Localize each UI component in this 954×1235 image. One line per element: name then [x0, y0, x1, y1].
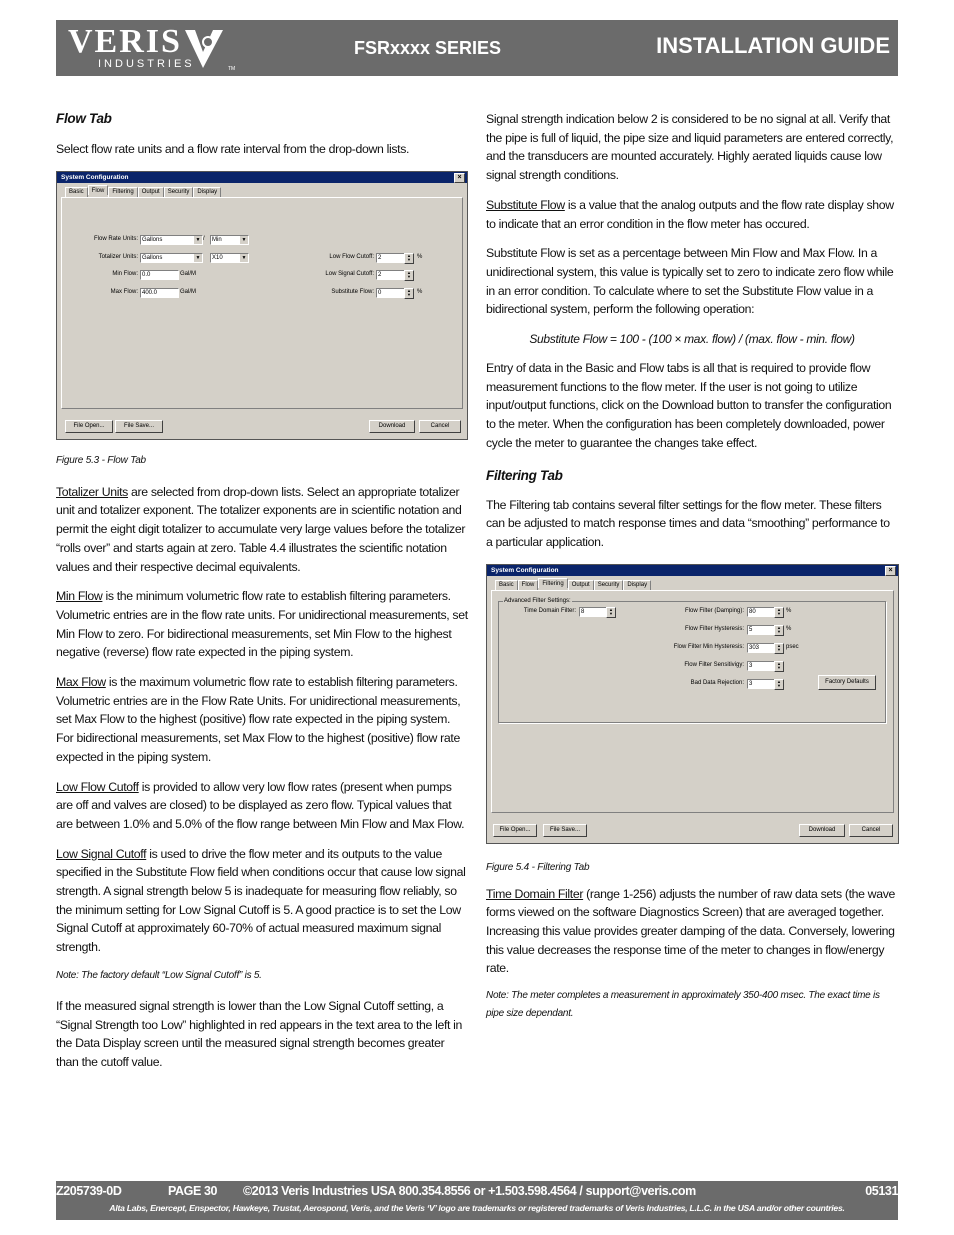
- tab-flow[interactable]: Flow: [88, 185, 109, 195]
- paragraph-text: is used to drive the flow meter and its outputs to the value specified in the Substitute Flow field when conditions occur that cause low signal strength. A signal strength below 5 is inadequate for measuring flow reliably, so the minimum setting for Low Signal Cutoff is 5. A good practice is to set the Low Signal Cutoff at approximately 60-70% of actual measured maximum signal strength.: [56, 846, 466, 955]
- group-label: Advanced Filter Settings:: [504, 597, 571, 604]
- copyright-contact: ©2013 Veris Industries USA 800.354.8556 or +1.503.598.4564 / support@veris.com: [243, 1184, 696, 1198]
- substitute-flow-input[interactable]: 0: [376, 288, 405, 298]
- psec-unit: psec: [786, 643, 799, 650]
- paragraph-text: is a value that the analog outputs and the flow rate display show to indicate that an error condition in the flow meter has occured.: [486, 197, 894, 231]
- tab-display[interactable]: Display: [193, 187, 221, 197]
- filtering-tab-heading: Filtering Tab: [486, 467, 563, 483]
- tab-display[interactable]: Display: [623, 580, 651, 590]
- flow-rate-units-value: Gallons: [142, 236, 163, 243]
- totalizer-units-value: Gallons: [142, 254, 163, 261]
- max-flow-paragraph: [56, 673, 468, 767]
- signal-strength-paragraph: Signal strength indication below 2 is considered to be no signal at all. Verify that the pipe is full of liquid, the pipe size and liquid parameters are entered correctly, and the transducers are mounted accurately. Highly aerated liquids cause low signal strength conditions.: [486, 112, 894, 183]
- flow-filter-min-hysteresis-input[interactable]: 303: [747, 643, 776, 653]
- chevron-down-icon[interactable]: ▼: [241, 254, 247, 261]
- term: Max Flow: [56, 675, 106, 690]
- low-flow-cutoff-input[interactable]: 2: [376, 253, 405, 263]
- dialog-title-bar: [487, 565, 898, 576]
- flow-interval-value: Min: [212, 236, 222, 243]
- flow-filter-sensitivity-input[interactable]: 3: [747, 661, 776, 671]
- totalizer-exponent-value: X10: [212, 254, 223, 261]
- substitute-flow-paragraph-2: Substitute Flow is set as a percentage between Min Flow and Max Flow. In a unidirectional system, this value is typically set to zero to indicate zero flow while in an error condition. To calculate where to set the Substitute Flow value in a bidirectional system, perform the following operation:: [486, 246, 894, 317]
- term: Low Signal Cutoff: [56, 846, 147, 861]
- close-icon[interactable]: ×: [454, 173, 465, 183]
- chevron-down-icon[interactable]: ▼: [195, 254, 201, 261]
- term: Min Flow: [56, 589, 103, 604]
- tab-output[interactable]: Output: [138, 187, 164, 197]
- min-flow-paragraph: [56, 587, 468, 662]
- max-flow-unit: Gal/M: [180, 288, 197, 295]
- flow-filter-damping-input[interactable]: 80: [747, 607, 776, 617]
- paragraph-text: is the maximum volumetric flow rate to establish filtering parameters. Volumetric entries are in the Flow Rate Units. For unidirectional measurements, set Max Flow to the highest (positive) flow rate expected in the piping system. For bidirectional measurements, set Max Flow to the highest (positive) flow rate expected in the piping system.: [56, 675, 461, 764]
- min-flow-label: Min Flow:: [112, 270, 138, 277]
- percent-unit: %: [786, 625, 792, 632]
- flow-rate-units-select[interactable]: [140, 235, 203, 245]
- cancel-button[interactable]: Cancel: [849, 824, 893, 837]
- low-signal-cutoff-paragraph: [56, 845, 468, 957]
- page-header: [56, 20, 898, 76]
- dialog-title: System Configuration: [491, 566, 559, 574]
- entry-paragraph: Entry of data in the Basic and Flow tabs is all that is required to provide flow measurement functions to the flow meter. If the user is not going to utilize input/output functions, click on the Download button to transfer the configuration to the meter. When the configuration has been completely downloaded, power cycle the meter to guarantee the changes take effect.: [486, 361, 892, 450]
- totalizer-exponent-select[interactable]: [210, 253, 249, 263]
- guide-title: INSTALLATION GUIDE: [656, 33, 890, 58]
- spin-arrows-icon[interactable]: ▲ ▼: [404, 253, 414, 264]
- spin-arrows-icon[interactable]: ▲ ▼: [774, 643, 784, 654]
- flow-filter-sensitivity-label: Flow Filter Sensitivigy:: [684, 661, 744, 668]
- max-flow-input[interactable]: 400.0: [140, 288, 179, 298]
- logo-wordmark: VERIS: [68, 23, 182, 60]
- spin-arrows-icon[interactable]: ▲ ▼: [606, 607, 616, 618]
- tab-strip: [495, 580, 651, 590]
- low-flow-cutoff-paragraph: [56, 778, 468, 834]
- flow-filter-hysteresis-label: Flow Filter Hysteresis:: [684, 625, 744, 632]
- min-flow-unit: Gal/M: [180, 270, 197, 277]
- percent-unit: %: [786, 607, 792, 614]
- spin-arrows-icon[interactable]: ▲ ▼: [774, 661, 784, 672]
- flow-filter-hysteresis-input[interactable]: 5: [747, 625, 776, 635]
- filtering-intro: The Filtering tab contains several filter settings for the flow meter. These filters can be adjusted to match response times and data “smoothing” performance to a particular application.: [486, 497, 890, 549]
- cancel-button[interactable]: Cancel: [419, 420, 461, 433]
- tab-filtering[interactable]: Filtering: [538, 578, 567, 588]
- flow-filter-min-hysteresis-label: Flow Filter Min Hysteresis:: [673, 643, 744, 650]
- factory-defaults-button[interactable]: Factory Defaults: [818, 675, 876, 690]
- tab-flow[interactable]: Flow: [518, 580, 539, 590]
- time-domain-filter-paragraph: [486, 885, 898, 979]
- file-open-button[interactable]: File Open...: [493, 824, 537, 837]
- chevron-down-icon[interactable]: ▼: [195, 236, 201, 243]
- tab-output[interactable]: Output: [568, 580, 594, 590]
- flow-tab-heading: Flow Tab: [56, 111, 112, 126]
- substitute-flow-label: Substitute Flow:: [331, 288, 374, 295]
- figure-caption: Figure 5.3 - Flow Tab: [56, 454, 146, 466]
- dialog-title-bar: [57, 172, 467, 183]
- page-number: PAGE 30: [168, 1184, 218, 1198]
- slash-separator: /: [203, 235, 205, 242]
- flow-config-dialog: [56, 171, 468, 440]
- figure-caption: Figure 5.4 - Filtering Tab: [486, 861, 590, 873]
- file-save-button[interactable]: File Save...: [115, 420, 163, 433]
- tab-security[interactable]: Security: [594, 580, 624, 590]
- logo-subtitle: INDUSTRIES: [98, 58, 195, 70]
- time-domain-filter-input[interactable]: 8: [579, 607, 608, 617]
- low-signal-cutoff-input[interactable]: 2: [376, 270, 405, 280]
- tab-strip: [65, 187, 221, 197]
- percent-unit: %: [417, 288, 423, 295]
- veris-logo: [68, 24, 248, 72]
- flow-rate-units-label: Flow Rate Units:: [93, 235, 138, 242]
- tab-filtering[interactable]: Filtering: [108, 187, 137, 197]
- term: Time Domain Filter: [486, 886, 584, 901]
- flow-filter-damping-label: Flow Filter (Damping):: [684, 607, 744, 614]
- dialog-title: System Configuration: [61, 173, 129, 181]
- flow-tab-panel: [61, 197, 463, 409]
- tab-basic[interactable]: Basic: [495, 580, 518, 590]
- low-signal-cutoff-label: Low Signal Cutoff:: [325, 270, 374, 277]
- trademark-notice: Alta Labs, Enercept, Enspector, Hawkeye, Trustat, Aerospond, Veris, and the Veris ‘V’ logo are trademarks or registered trademarks of Veris Industries, L.L.C. in the USA and/or other countries.: [109, 1203, 845, 1213]
- min-flow-input[interactable]: 0.0: [140, 270, 179, 280]
- paragraph-text: is the minimum volumetric flow rate to establish filtering parameters. Volumetric entries are in the flow rate units. For unidirectional measurements, set Min Flow to zero. For bidirectional measurements, set Min Flow to the highest negative (reverse) flow rate expected in the piping system.: [56, 589, 468, 660]
- paragraph-text: is provided to allow very low flow rates (present when pumps are off and valves are closed) to be displayed as zero flow. Typical values that are between 1.0% and 5.0% of the flow range between Min Flow and Max Flow.: [56, 779, 465, 831]
- chevron-down-icon[interactable]: ▼: [241, 236, 247, 243]
- left-column: [56, 110, 468, 1072]
- paragraph-text: are selected from drop-down lists. Select an appropriate totalizer unit and totalizer exponent. The totalizer exponents are in scientific notation and permit the eight digit totalizer to accumulate very large values before the totalizer “rolls over” and starts again at zero. Table 4.4 illustrates the scientific notation values and their respective decimal equivalents.: [56, 484, 466, 574]
- percent-unit: %: [417, 253, 423, 260]
- filtering-config-dialog: [486, 564, 899, 844]
- download-button[interactable]: Download: [369, 420, 415, 433]
- date-code: 05131: [865, 1184, 898, 1198]
- download-button[interactable]: Download: [799, 824, 845, 837]
- max-flow-label: Max Flow:: [110, 288, 138, 295]
- note: Note: The factory default “Low Signal Cutoff” is 5.: [56, 969, 262, 981]
- file-open-button[interactable]: File Open...: [65, 420, 113, 433]
- filtering-tab-panel: [491, 590, 894, 813]
- spin-arrows-icon[interactable]: ▲ ▼: [404, 288, 414, 299]
- tab-security[interactable]: Security: [164, 187, 194, 197]
- totalizer-units-paragraph: [56, 483, 468, 577]
- close-icon[interactable]: ×: [885, 566, 896, 576]
- totalizer-units-select[interactable]: [140, 253, 203, 263]
- note: Note: The meter completes a measurement in approximately 350-400 msec. The exact time is pipe size dependant.: [486, 990, 880, 1020]
- logo-trademark: TM: [228, 66, 236, 72]
- bad-data-rejection-label: Bad Data Rejection:: [690, 679, 744, 686]
- time-domain-filter-label: Time Domain Filter:: [523, 607, 576, 614]
- flow-interval-select[interactable]: [210, 235, 249, 245]
- low-flow-cutoff-label: Low Flow Cutoff:: [329, 253, 374, 260]
- spin-arrows-icon[interactable]: ▲ ▼: [774, 679, 784, 690]
- spin-arrows-icon[interactable]: ▲ ▼: [774, 607, 784, 618]
- file-save-button[interactable]: File Save...: [543, 824, 587, 837]
- right-column: [486, 110, 898, 1023]
- signal-low-paragraph: If the measured signal strength is lower than the Low Signal Cutoff setting, a “Signal Strength too Low” highlighted in red appears in the text area to the left in the Data Display screen until the measured signal strength becomes greater than the cutoff value.: [56, 998, 463, 1069]
- flow-intro: Select flow rate units and a flow rate interval from the drop-down lists.: [56, 142, 410, 156]
- spin-arrows-icon[interactable]: ▲ ▼: [774, 625, 784, 636]
- tab-basic[interactable]: Basic: [65, 187, 88, 197]
- term: Substitute Flow: [486, 197, 565, 212]
- paragraph-text: (range 1-256) adjusts the number of raw data sets (the wave forms viewed on the software Diagnostics Screen) that are averaged together. Increasing this value provides greater damping of the data. Conversely, lowering this value decreases the response time of the meter to changes in flow/energy rate.: [486, 886, 895, 976]
- page-footer: [56, 1181, 898, 1220]
- substitute-flow-paragraph: [486, 196, 898, 233]
- term: Low Flow Cutoff: [56, 779, 139, 794]
- spin-arrows-icon[interactable]: ▲ ▼: [404, 270, 414, 281]
- document-number: Z205739-0D: [56, 1184, 122, 1198]
- series-title: FSRxxxx SERIES: [354, 38, 502, 58]
- term: Totalizer Units: [56, 484, 128, 499]
- totalizer-units-label: Totalizer Units:: [98, 253, 138, 260]
- substitute-flow-formula: Substitute Flow = 100 - (100 × max. flow) / (max. flow - min. flow): [529, 332, 855, 347]
- bad-data-rejection-input[interactable]: 3: [747, 679, 776, 689]
